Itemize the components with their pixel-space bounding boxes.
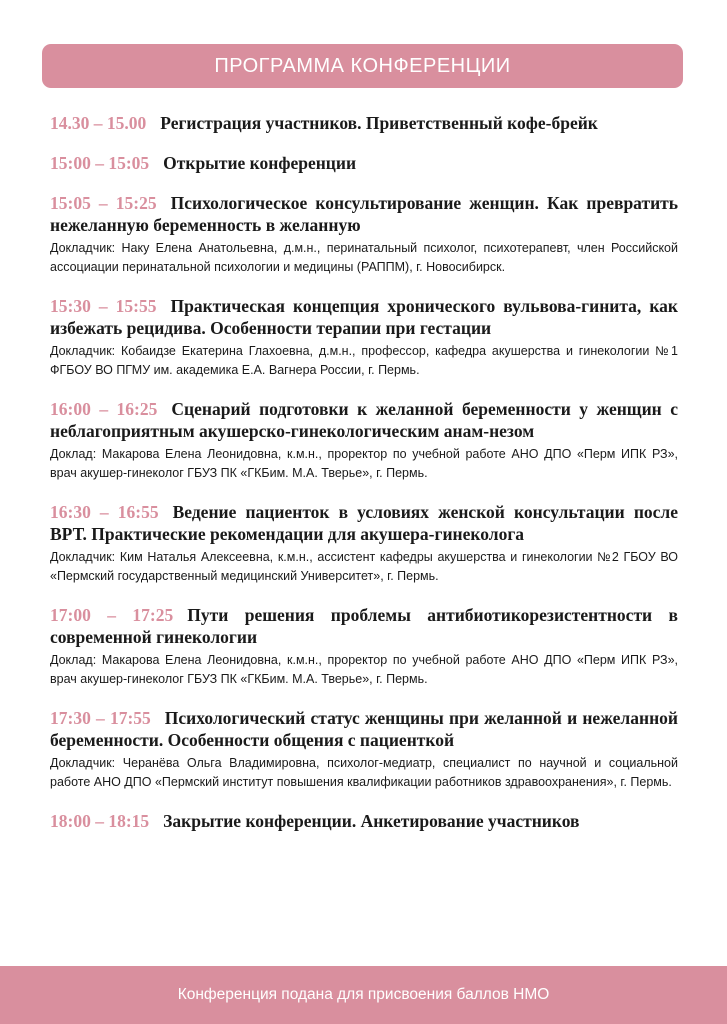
page-title: ПРОГРАММА КОНФЕРЕНЦИИ (214, 54, 511, 77)
program-item (50, 707, 678, 792)
program-item-title: Практическая концепция хронического вульвова-гинита, как избежать рецидива. Особенности терапии при гестации (50, 296, 679, 338)
program-item (50, 501, 678, 586)
program-item-speaker: Доклад: Макарова Елена Леонидовна, к.м.н., проректор по учебной работе АНО ДПО «Перм ИПК РЗ», врач акушер-гинеколог ГБУЗ ПК «ГКБим. М.А. Тверье», г. Пермь. (50, 447, 678, 480)
program-item (50, 604, 678, 689)
footer-note: Конференция подана для присвоения баллов НМО (177, 986, 550, 1003)
program-item-title: Открытие конференции (163, 153, 357, 173)
program-item (50, 192, 678, 277)
program-item-time: 16:30 – 16:55 (50, 502, 159, 522)
program-item-time: 15:30 – 15:55 (50, 296, 157, 316)
program-item (50, 398, 678, 483)
program-item (50, 112, 678, 134)
program-item-title-line (50, 152, 678, 174)
program-item-speaker: Докладчик: Черанёва Ольга Владимировна, психолог-медиатр, специалист по научной и социальной работе АНО ДПО «Пермский институт повышения квалификации работников здравоохранения», г. Пермь. (50, 756, 678, 789)
program-item (50, 152, 678, 174)
program-item-title: Закрытие конференции. Анкетирование участников (163, 811, 580, 831)
program-item-title-line (50, 192, 678, 236)
program-item-title-line (50, 501, 678, 545)
program-item-title-line (50, 707, 678, 751)
program-item-title: Ведение пациенток в условиях женской консультации после ВРТ. Практические рекомендации для акушера-гинеколога (50, 502, 679, 544)
program-item-title: Психологическое консультирование женщин. Как превратить нежеланную беременность в желанную (50, 193, 679, 235)
program-item-time: 17:00 – 17:25 (50, 605, 174, 625)
program-item (50, 295, 678, 380)
program-item-time: 18:00 – 18:15 (50, 811, 150, 831)
program-item-title: Регистрация участников. Приветственный кофе-брейк (160, 113, 598, 133)
footer-banner (0, 966, 727, 1024)
program-item-time: 17:30 – 17:55 (50, 708, 151, 728)
program-list (50, 112, 678, 832)
program-item-title: Сценарий подготовки к желанной беременности у женщин с неблагоприятным акушерско-гинекологическим анам-незом (50, 399, 679, 441)
header-banner (42, 44, 683, 88)
program-item-title-line (50, 112, 678, 134)
program-item-time: 15:05 – 15:25 (50, 193, 157, 213)
program-item-title-line (50, 295, 678, 339)
program-item-speaker: Докладчик: Ким Наталья Алексеевна, к.м.н., ассистент кафедры акушерства и гинекологии №2 ГБОУ ВО «Пермский государственный медицинский Университет», г. Пермь. (50, 550, 678, 583)
program-item-time: 14.30 – 15.00 (50, 113, 147, 133)
program-item-time: 15:00 – 15:05 (50, 153, 150, 173)
program-item-title: Психологический статус женщины при желанной и нежеланной беременности. Особенности общения с пациенткой (50, 708, 678, 750)
program-item-speaker: Докладчик: Кобаидзе Екатерина Глахоевна, д.м.н., профессор, кафедра акушерства и гинекологии №1 ФГБОУ ВО ПГМУ им. академика Е.А. Вагнера России, г. Пермь. (50, 344, 678, 377)
program-item-speaker: Докладчик: Наку Елена Анатольевна, д.м.н., перинатальный психолог, психотерапевт, член Российской ассоциации перинатальной психологии и медицины (РАППМ), г. Новосибирск. (50, 241, 678, 274)
program-item-speaker: Доклад: Макарова Елена Леонидовна, к.м.н., проректор по учебной работе АНО ДПО «Перм ИПК РЗ», врач акушер-гинеколог ГБУЗ ПК «ГКБим. М.А. Тверье», г. Пермь. (50, 653, 678, 686)
program-item-time: 16:00 – 16:25 (50, 399, 158, 419)
program-item-title-line (50, 810, 678, 832)
program-item-title: Пути решения проблемы антибиотикорезистентности в современной гинекологии (50, 605, 678, 647)
program-item (50, 810, 678, 832)
program-item-title-line (50, 604, 678, 648)
program-item-title-line (50, 398, 678, 442)
